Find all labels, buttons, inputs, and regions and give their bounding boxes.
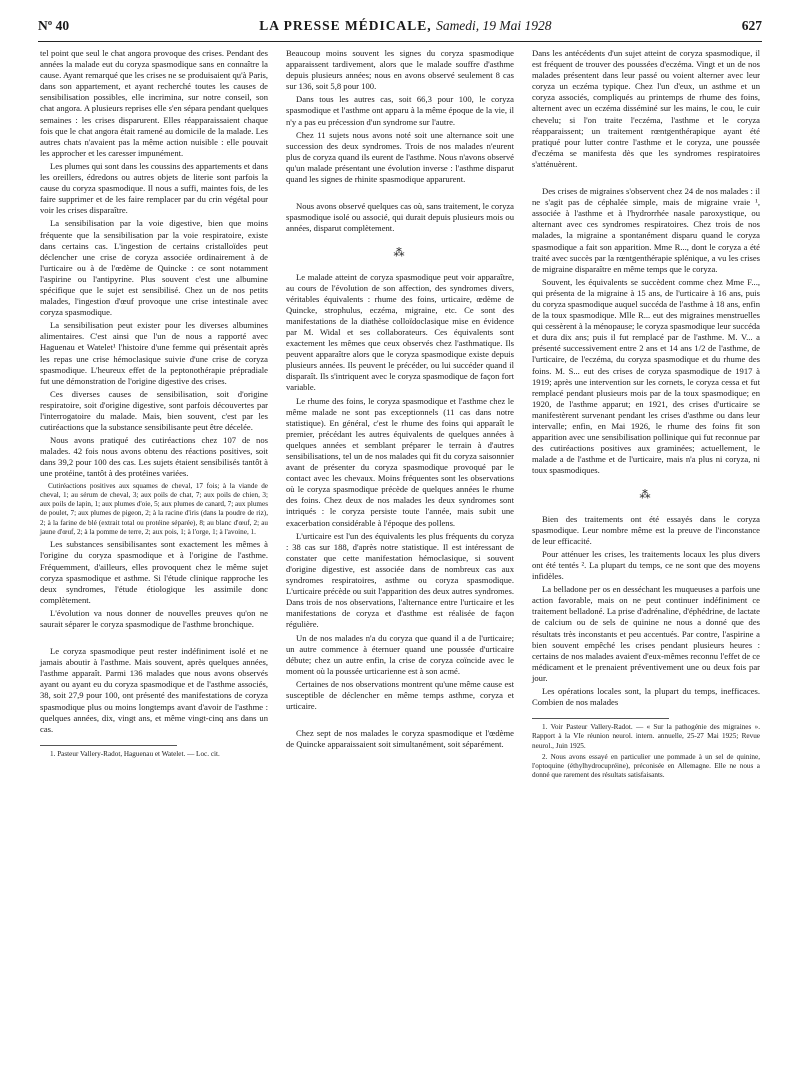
paragraph: Le rhume des foins, le coryza spasmodique et l'asthme chez le même malade ne sont pas exceptionnels (11 cas dans notre statistique). En général, c'est le rhume des foins qui apparaît le premier, précédant les autres équivalents de quelques années à quelques années et semblant préparer le terrain à d'autres sensibilisations, tel un de nos malades qui fit du coryza saisonnier avant de présenter du coryza spasmodique provoqué par le contact avec les chevaux. Moins fréquentes sont les observations où le coryza spasmodique précède de quelques années le rhume des foins. Chez deux de nos malades les deux syndromes sont intriqués : le coryza persiste toute l'année, mais subit une exacerbation considérable à l'époque des pollens. bbox=[286, 395, 514, 528]
paragraph: Les opérations locales sont, la plupart du temps, inefficaces. Combien de nos malades bbox=[532, 685, 760, 708]
page-number: 627 bbox=[741, 18, 762, 33]
paragraph: Les substances sensibilisantes sont exactement les mêmes à l'origine du coryza spasmodique et à l'origine de l'asthme. Fréquemment, d'ailleurs, elles provoquent chez le même sujet coryza spasmodique et asthme. Si l'étude clinique rapproche les deux syndromes, l'étude étiologique les assimile donc complètement. bbox=[40, 539, 268, 605]
paragraph: L'urticaire est l'un des équivalents les plus fréquents du coryza : 38 cas sur 188, d'après notre statistique. Il est intéressant de constater que cette manifestation hémoclasique, si souvent d'origine digestive, est associée dans de nombreux cas aux syndromes respiratoires, asthme ou coryza spasmodique. L'urticaire précède ou suit l'apparition des deux autres syndromes. Dans trois de nos observations, l'alternance entre l'urticaire et les manifestations de coryza et d'asthme est réalisée de façon régulière. bbox=[286, 530, 514, 630]
paragraph: Les plumes qui sont dans les coussins des appartements et dans les oreillers, édredons ou autres objets de literie sont parfois la cause du coryza spasmodique. Il nous a suffi, maintes fois, de les faire supprimer et de les faire remplacer par du crin végétal pour voir les crises disparaître. bbox=[40, 160, 268, 216]
cutireaction-list: Cutiréactions positives aux squames de cheval, 17 fois; à la viande de cheval, 1; au sérum de cheval, 3; aux poils de chat, 7; aux poils de chien, 3; aux poils de lapin, 1; aux plumes d'oie, 5; aux plumes de canard, 7; aux plumes de poulet, 7; aux plumes de pigeon, 2; à la racine d'iris (dans la poudre de riz), 2; à la farine de blé (extrait total ou protéine séparée), 8; au blanc d'œuf, 2; au jaune d'œuf, 2; à la pomme de terre, 2; aux pois, 1; à l'orge, 1; à l'avoine, 1. bbox=[40, 481, 268, 537]
paragraph: Nous avons pratiqué des cutiréactions chez 107 de nos malades. 42 fois nous avons obtenu des réactions positives, soit dans 39,2 pour 100 des cas. Les sujets étaient sensibilisés tantôt à une protéine, tantôt à des protéines variées. bbox=[40, 435, 268, 479]
section-gap bbox=[286, 187, 514, 201]
journal-name: LA PRESSE MÉDICALE, bbox=[259, 18, 432, 33]
paragraph: La sensibilisation peut exister pour les diverses albumines alimentaires. C'est ainsi que l'un de nous a rapporté avec Haguenau et Watelet¹ l'histoire d'une femme qui présentait après les repas une crise hémoclasique suivie d'une crise de coryza spasmodique. L'heureux effet de la peptonothérapie prépradiale fut une démonstration de l'origine digestive des crises. bbox=[40, 320, 268, 386]
paragraph: Des crises de migraines s'observent chez 24 de nos malades : il ne s'agit pas de céphalée simple, mais de migraine vraie ¹, associée à l'asthme et à l'hydrorrhée nasale paroxystique, ou alternant avec ces syndromes respiratoires. Chez trois de nos malades, la migraine a spontanément disparu quand le coryza spasmodique a fait son apparition. Mme R..., dont le coryza a été traité avec succès par la rœntgenthérapie splénique, a vu les crises de migraine disparaître en même temps que le coryza. bbox=[532, 186, 760, 274]
paragraph: Chez sept de nos malades le coryza spasmodique et l'œdème de Quincke apparaissaient soit simultanément, soit séparément. bbox=[286, 728, 514, 750]
footnote: 2. Nous avons essayé en particulier une pommade à un sel de quinine, l'optoquine (éthylhydrocupréine), préconisée en Allemagne. Elle ne nous a donné que rarement des résultats satisfaisants. bbox=[532, 752, 760, 780]
paragraph: Le coryza spasmodique peut rester indéfiniment isolé et ne jamais aboutir à l'asthme. Mais souvent, après quelques années, l'asthme apparaît. Parmi 136 malades que nous avons observés ayant ou ayant eu du coryza spasmodique et de l'asthme associés, 38, soit 27,9 pour 100, ont présenté des manifestations de coryza spasmodique plus ou moins longtemps avant d'avoir de l'asthme : quelques années, dix, vingt ans, et même vingt-cinq ans dans un cas. bbox=[40, 646, 268, 734]
footnote-rule bbox=[532, 718, 669, 719]
paragraph: L'évolution va nous donner de nouvelles preuves qu'on ne saurait séparer le coryza spasmodique de l'asthme bronchique. bbox=[40, 607, 268, 629]
paragraph: Le malade atteint de coryza spasmodique peut voir apparaître, au cours de l'évolution de son affection, des syndromes divers, véritables équivalents : rhume des foins, urticaire, œdème de Quincke, strophulus, eczéma, migraine, etc. Ce sont des manifestations de la diathèse colloïdoclasique mise en évidence par M. Widal et ses collaborateurs. Ces équivalents sont exactement les mêmes que ceux observés chez l'asthmatique. Ils peuvent apparaître alors que le coryza spasmodique existe depuis plusieurs années. Ils peuvent le précéder, ou lui succéder quand il disparaît. Ils s'intriquent avec le coryza spasmodique de façon fort variable. bbox=[286, 271, 514, 393]
column-2 bbox=[286, 48, 514, 752]
section-separator: ⁂ bbox=[393, 247, 407, 260]
paragraph: Ces diverses causes de sensibilisation, soit d'origine respiratoire, soit d'origine digestive, sont parfois découvertes par l'interrogatoire du malade. Mais, bien souvent, c'est par les cutiréactions que la substance sensibilisante peut être décelée. bbox=[40, 388, 268, 433]
paragraph: Souvent, les équivalents se succèdent comme chez Mme F..., qui présenta de la migraine à 15 ans, de l'urticaire à 16 ans, puis du coryza spasmodique auquel succéda de l'asthme à 18 ans, enfin de la toux spasmodique. Mlle R... eut des migraines menstruelles qui cessèrent à la ménopause; le coryza spasmodique leur succéda et dura dix ans; puis il fut remplacé par de l'asthme. M. V... a présenté successivement entre 2 ans et 14 ans 1/2 de l'asthme, de l'urticaire, de l'eczéma, du coryza spasmodique et du rhume des foins. M. S... eut des crises de coryza spasmodique de 1917 à 1919; après une intervention sur les cornets, le coryza cessa et fut remplacé pendant plusieurs mois par de la toux spasmodique; en 1920, de l'asthme apparut; en 1921, des crises d'urticaire se manifestèrent survenant pendant les crises d'asthme ou dans leur intervalle; enfin, en Mai 1926, le rhume des foins fit son apparition avec une sensibilisation pollinique qui fut reconnue par des cutiréactions positives aux graminées; actuellement, le malade a de l'asthme et de l'urticaire, mais n'a plus ni coryza, ni toux spasmodiques. bbox=[532, 276, 761, 476]
paragraph: La sensibilisation par la voie digestive, bien que moins fréquente que la sensibilisation par la voie respiratoire, existe dans certains cas. L'ingestion de certains cristalloïdes peut déclencher une crise de coryza associée ordinairement à de l'urticaire ou à de l'œdème de Quincke : ce sont notamment l'aspirine ou l'antipyrine. Plus souvent c'est une albumine spécifique que le sujet est sensibilisé. Chez un de nos petits malades, l'ingestion d'œuf provoque une crise intestinale avec coryza spasmodique. bbox=[40, 218, 268, 318]
header-rule bbox=[38, 41, 762, 42]
paragraph: Dans tous les autres cas, soit 66,3 pour 100, le coryza spasmodique et l'asthme ont apparu à la même époque de la vie, il n'y a pas eu précession d'un syndrome sur l'autre. bbox=[286, 94, 514, 127]
paragraph: Bien des traitements ont été essayés dans le coryza spasmodique. Leur nombre même est la preuve de l'inconstance de leur efficacité. bbox=[532, 513, 760, 546]
footnote: 1. Pasteur Vallery-Radot, Haguenau et Watelet. — Loc. cit. bbox=[50, 749, 220, 758]
section-separator: ⁂ bbox=[639, 489, 653, 502]
section-gap bbox=[40, 632, 268, 646]
issue-date: Samedi, 19 Mai 1928 bbox=[436, 18, 552, 33]
paragraph: Chez 11 sujets nous avons noté soit une alternance soit une succession des deux syndromes. Trois de nos malades n'eurent plus de coryza quand ils eurent de l'asthme. Nous n'avons observé qu'un malade présentant une évolution inverse : l'asthme disparut quand les signes de rhinite spasmodique apparurent. bbox=[286, 129, 514, 185]
paragraph: Beaucoup moins souvent les signes du coryza spasmodique apparaissent tardivement, alors que le malade souffre d'asthme depuis plusieurs années; nous en avons observé seulement 8 cas sur 136, soit 5,8 pour 100. bbox=[286, 48, 514, 92]
journal-title bbox=[259, 18, 551, 34]
column-1 bbox=[40, 48, 268, 761]
column-3 bbox=[532, 48, 760, 782]
paragraph: Certaines de nos observations montrent qu'une même cause est susceptible de déclencher en même temps asthme, coryza et urticaire. bbox=[286, 678, 514, 712]
paragraph: Nous avons observé quelques cas où, sans traitement, le coryza spasmodique isolé ou associé, qui durait depuis plusieurs mois ou années, disparut complètement. bbox=[286, 201, 514, 234]
section-gap bbox=[532, 172, 760, 186]
footnote-rule bbox=[40, 745, 177, 746]
issue-number: Nº 40 bbox=[38, 18, 70, 33]
section-gap bbox=[286, 714, 514, 728]
paragraph: Dans les antécédents d'un sujet atteint de coryza spasmodique, il est fréquent de trouver des poussées d'eczéma. Vingt et un de nos malades présentent dans leur passé ou voient alterner avec leur coryza un eczéma typique. Chez l'un d'eux, un asthme et un coryza associés, compliqués au printemps de rhume des foins, alternent avec un eczéma disséminé sur les mains, le cou, le cuir chevelu; si l'on traite l'eczéma, l'asthme et le coryza réapparaissent; un traitement rœntgenthérapique ayant été pratiqué pour lutter contre l'asthme et le coryza, une poussée d'eczéma se manifesta dès que les syndromes respiratoires s'atténuèrent. bbox=[532, 48, 760, 169]
paragraph: Pour atténuer les crises, les traitements locaux les plus divers ont été tentés ². La plupart du temps, ce ne sont que des moyens infidèles. bbox=[532, 548, 760, 582]
paragraph: La belladone per os en desséchant les muqueuses a parfois une action favorable, mais on ne peut continuer indéfiniment ce traitement belladoné. La prise d'adrénaline, d'éphédrine, de lactate de calcium ou de sels de quinine ne nous a donné que des résultats très inconstants et peu accentués. Par contre, l'aspirine a bien souvent empêché les crises pendant plusieurs heures : certains de nos malades avaient d'eux-mêmes reconnu l'effet de ce médicament et le prenaient préventivement une ou deux fois par jour. bbox=[532, 584, 760, 683]
paragraph: Un de nos malades n'a du coryza que quand il a de l'urticaire; un autre commence à éternuer quand une poussée d'urticaire débute; chez un autre enfin, la crise de coryza coïncide avec le moment où la poussée urticarienne est à son acmé. bbox=[286, 632, 514, 676]
footnote: 1. Voir Pasteur Vallery-Radot. — « Sur la pathogénie des migraines ». Rapport à la VIe réunion neurol. intern. annuelle, 25-27 Mai 1925; Revue neurol., Juin 1925. bbox=[532, 723, 760, 750]
page-header bbox=[38, 18, 762, 40]
paragraph: tel point que seul le chat angora provoque des crises. Pendant des années la malade eut du coryza spasmodique sans en connaître la cause. Ayant remarqué que les crises ne se produisaient qu'à Paris, dans son appartement, et ayant recherché toutes les causes de sensibilisation possibles, elle incrimina, sur notre conseil, son chat angora. A plusieurs reprises elle s'en sépara pendant quelques semaines : les crises disparurent. Elles réapparaissaient chaque fois que le chat angora était ramené au domicile de la malade. Les autres chats n'avaient pas la même action nuisible : elle pouvait les approcher et les caresser impunément. bbox=[40, 48, 268, 158]
